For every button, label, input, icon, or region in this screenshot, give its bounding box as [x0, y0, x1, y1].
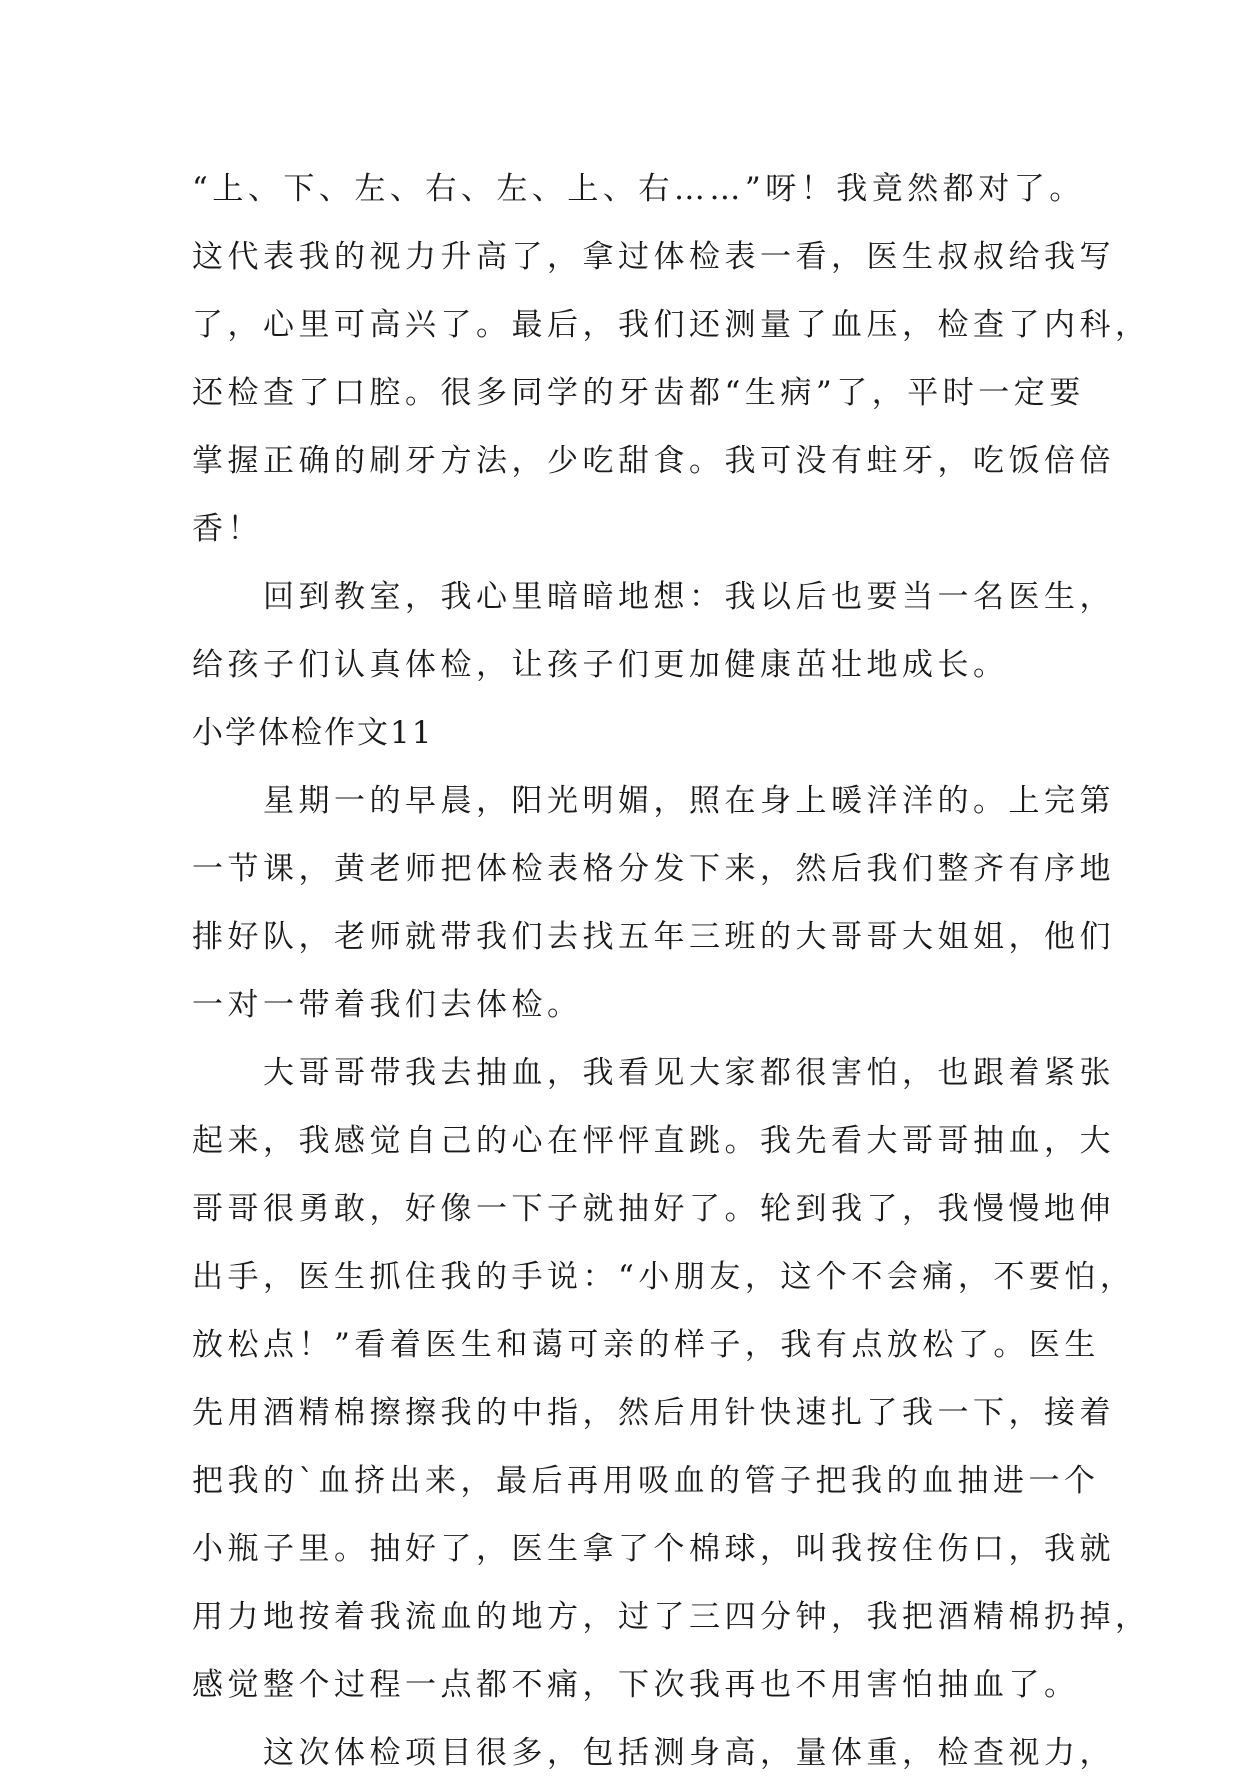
paragraph-start-line: 大哥哥带我去抽血，我看见大家都很害怕，也跟着紧张: [192, 1055, 1115, 1091]
text-line: 感觉整个过程一点都不痛，下次我再也不用害怕抽血了。: [192, 1667, 1080, 1703]
paragraph-start-line: 回到教室，我心里暗暗地想：我以后也要当一名医生，: [192, 579, 1115, 615]
text-line: 还检查了口腔。很多同学的牙齿都“生病”了，平时一定要: [192, 375, 1085, 411]
text-line: 放松点！”看着医生和蔼可亲的样子，我有点放松了。医生: [192, 1327, 1100, 1363]
text-line: “上、下、左、右、左、上、右……”呀！我竟然都对了。: [192, 171, 1085, 207]
text-line: 排好队，老师就带我们去找五年三班的大哥哥大姐姐，他们: [192, 919, 1115, 955]
section-heading: 小学体检作文11: [192, 715, 434, 751]
text-line: 哥哥很勇敢，好像一下子就抽好了。轮到我了，我慢慢地伸: [192, 1191, 1115, 1227]
text-line: 香！: [192, 511, 263, 547]
text-line: 用力地按着我流血的地方，过了三四分钟，我把酒精棉扔掉，: [192, 1599, 1151, 1635]
text-line: 这代表我的视力升高了，拿过体检表一看，医生叔叔给我写: [192, 239, 1115, 275]
text-line: 把我的`血挤出来，最后再用吸血的管子把我的血抽进一个: [192, 1463, 1100, 1499]
paragraph-start-line: 这次体检项目很多，包括测身高，量体重，检查视力，: [192, 1735, 1115, 1771]
text-line: 先用酒精棉擦擦我的中指，然后用针快速扎了我一下，接着: [192, 1395, 1115, 1431]
text-line: 起来，我感觉自己的心在怦怦直跳。我先看大哥哥抽血，大: [192, 1123, 1115, 1159]
text-line: 掌握正确的刷牙方法，少吃甜食。我可没有蛀牙，吃饭倍倍: [192, 443, 1115, 479]
text-line: 出手，医生抓住我的手说：“小朋友，这个不会痛，不要怕，: [192, 1259, 1136, 1295]
text-line: 一节课，黄老师把体检表格分发下来，然后我们整齐有序地: [192, 851, 1115, 887]
text-line: 了，心里可高兴了。最后，我们还测量了血压，检查了内科，: [192, 307, 1151, 343]
text-line: 小瓶子里。抽好了，医生拿了个棉球，叫我按住伤口，我就: [192, 1531, 1115, 1567]
text-line: 给孩子们认真体检，让孩子们更加健康茁壮地成长。: [192, 647, 1009, 683]
paragraph-start-line: 星期一的早晨，阳光明媚，照在身上暖洋洋的。上完第: [192, 783, 1115, 819]
text-line: 一对一带着我们去体检。: [192, 987, 583, 1023]
document-body: [192, 155, 1151, 1787]
